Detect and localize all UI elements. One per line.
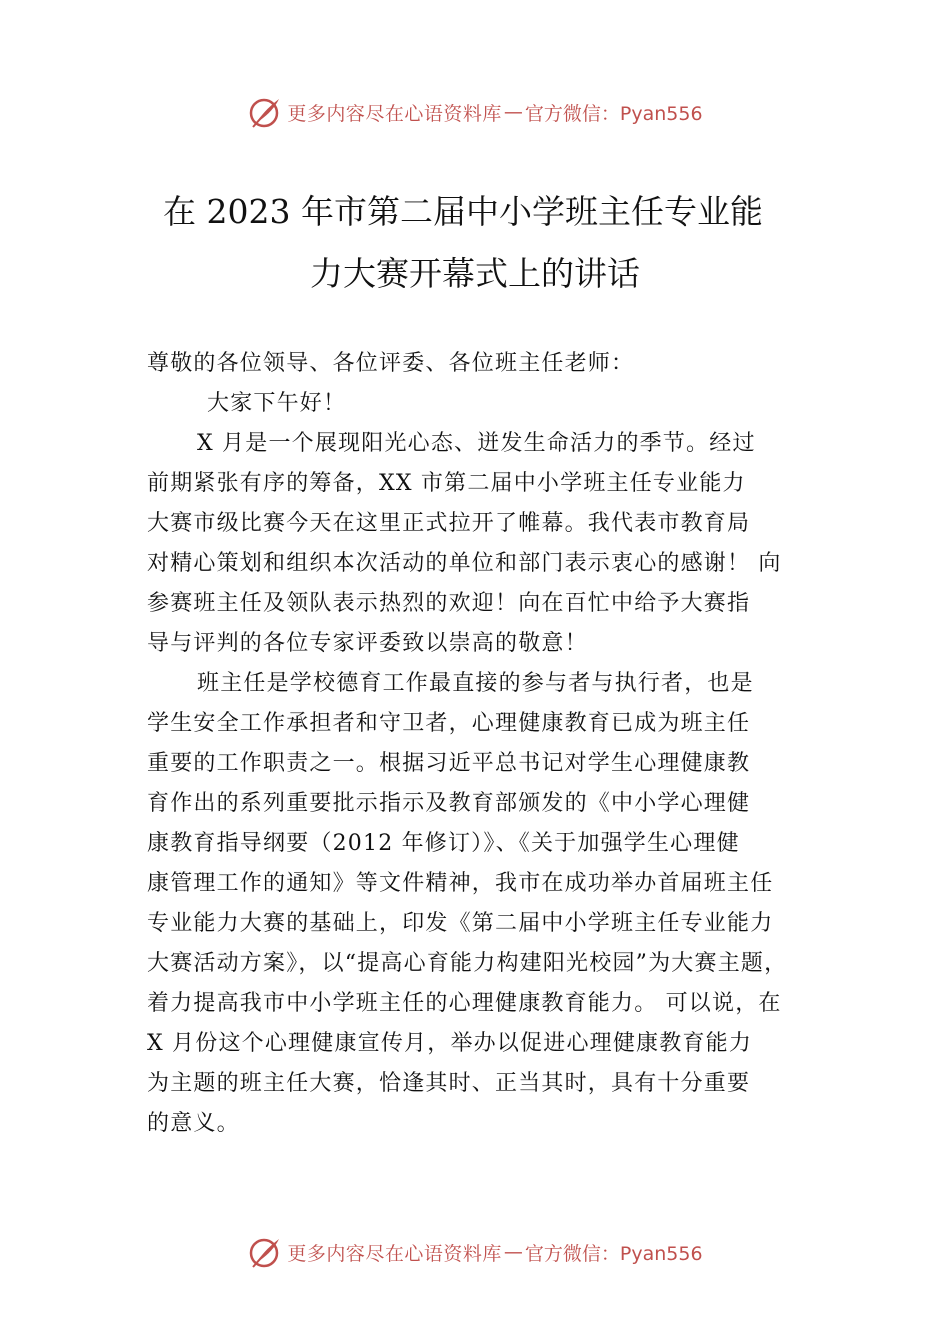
paragraph-2-line: 的意义。 [147, 1111, 240, 1136]
feather-pen-logo-icon [247, 94, 283, 130]
paragraph-1-line: 对精心策划和组织本次活动的单位和部门表示衷心的感谢！ 向 [147, 551, 782, 576]
document-body [147, 344, 827, 1144]
greeting: 大家下午好！ [207, 391, 347, 416]
paragraph-2-line: 重要的工作职责之一。根据习近平总书记对学生心理健康教 [147, 751, 751, 776]
paragraph-2-line: 大赛活动方案》，以“提高心育能力构建阳光校园”为大赛主题， [147, 951, 788, 976]
paragraph-2-line: 康教育指导纲要（2012 年修订）》、《关于加强学生心理健 [147, 831, 740, 856]
paragraph-1-line: 参赛班主任及领队表示热烈的欢迎！向在百忙中给予大赛指 [147, 591, 751, 616]
footer-banner [0, 1232, 950, 1272]
feather-pen-logo-icon [247, 1234, 283, 1270]
paragraph-2-line: 班主任是学校德育工作最直接的参与者与执行者，也是 [197, 671, 754, 696]
paragraph-2-line: 育作出的系列重要批示指示及教育部颁发的《中小学心理健 [147, 791, 751, 816]
paragraph-2-line: 康管理工作的通知》等文件精神，我市在成功举办首届班主任 [147, 871, 774, 896]
paragraph-2-line: 为主题的班主任大赛，恰逢其时、正当其时，具有十分重要 [147, 1071, 751, 1096]
paragraph-2-line: 着力提高我市中小学班主任的心理健康教育能力。 可以说，在 [147, 991, 782, 1016]
document-title-line-1: 在 2023 年市第二届中小学班主任专业能 [163, 192, 763, 231]
paragraph-2-line: 专业能力大赛的基础上，印发《第二届中小学班主任专业能力 [147, 911, 774, 936]
banner-separator: — [503, 1241, 523, 1263]
paragraph-1-line: X 月是一个展现阳光心态、迸发生命活力的季节。经过 [197, 431, 756, 456]
paragraph-1-line: 前期紧张有序的筹备，XX 市第二届中小学班主任专业能力 [147, 471, 746, 496]
paragraph-2-line: 学生安全工作承担者和守卫者，心理健康教育已成为班主任 [147, 711, 751, 736]
salutation: 尊敬的各位领导、各位评委、各位班主任老师： [147, 351, 635, 376]
document-title-line-2: 力大赛开幕式上的讲话 [310, 254, 640, 293]
header-banner [0, 92, 950, 132]
banner-wechat: 官方微信：Pyan556 [524, 102, 703, 125]
paragraph-1-line: 导与评判的各位专家评委致以崇高的敬意！ [147, 631, 588, 656]
banner-text: 更多内容尽在心语资料库 [287, 1242, 502, 1265]
paragraph-1-line: 大赛市级比赛今天在这里正式拉开了帷幕。我代表市教育局 [147, 511, 751, 536]
paragraph-2-line: X 月份这个心理健康宣传月，举办以促进心理健康教育能力 [147, 1031, 753, 1056]
banner-text: 更多内容尽在心语资料库 [287, 102, 502, 125]
banner-wechat: 官方微信：Pyan556 [524, 1242, 703, 1265]
banner-separator: — [503, 101, 523, 123]
